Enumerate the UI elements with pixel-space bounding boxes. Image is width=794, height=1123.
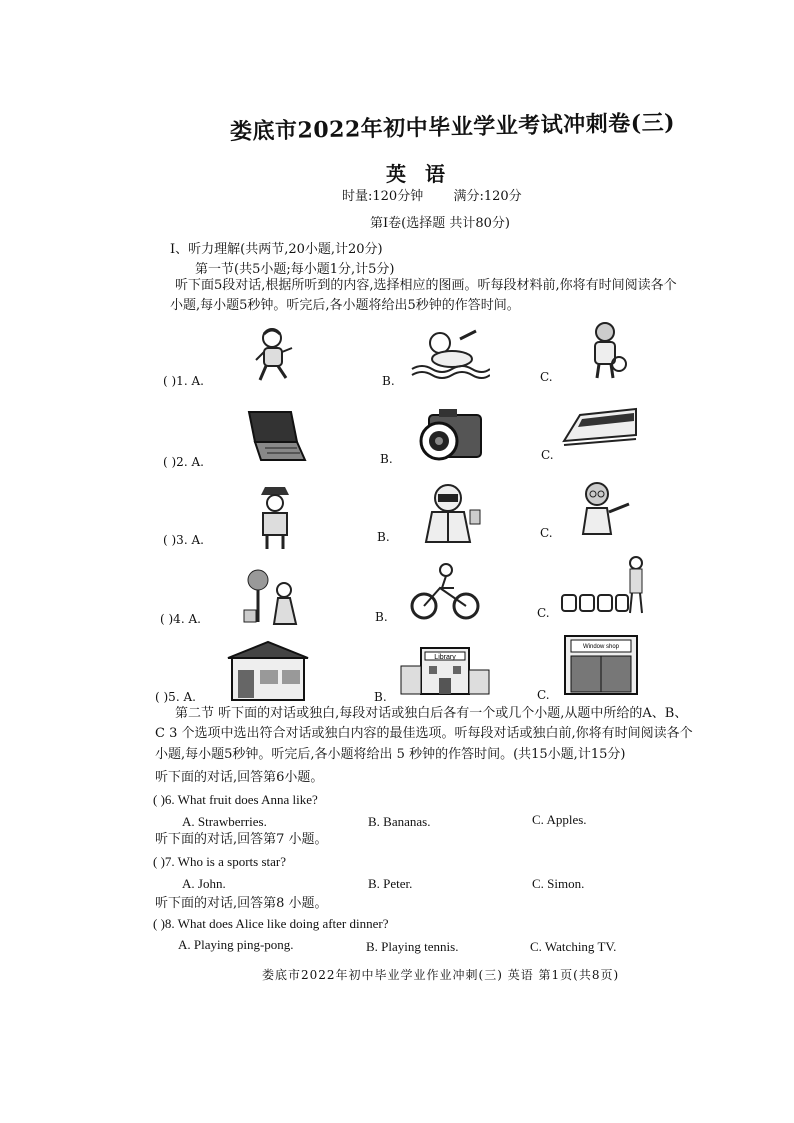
exam-title: 娄底市2022年初中毕业学业考试冲刺卷(三) xyxy=(229,109,676,145)
planting-tree-icon xyxy=(238,566,304,626)
q7-prompt: 听下面的对话,回答第7 小题。 xyxy=(155,832,328,847)
q8-option-a: A. Playing ping-pong. xyxy=(178,937,294,952)
question-2-label: ( )2. A. xyxy=(163,455,204,469)
shop-sign-text: Window shop xyxy=(582,644,620,650)
question-1-option-c: C. xyxy=(540,370,553,384)
q6-prompt: 听下面的对话,回答第6小题。 xyxy=(155,770,324,785)
q6-option-c: C. Apples. xyxy=(532,812,587,827)
q7-option-c: C. Simon. xyxy=(532,876,585,891)
q6-option-a: A. Strawberries. xyxy=(182,814,267,829)
boy-running-icon xyxy=(250,326,300,386)
q8-option-b: B. Playing tennis. xyxy=(366,939,459,954)
question-3-label: ( )3. A. xyxy=(163,533,204,547)
train-icon xyxy=(560,405,640,451)
score-label: 满分:120分 xyxy=(453,189,522,204)
q6-question: ( )6. What fruit does Anna like? xyxy=(153,792,318,807)
q7-option-b: B. Peter. xyxy=(368,876,413,891)
listening-heading: Ⅰ、听力理解(共两节,20小题,计20分) xyxy=(170,242,383,257)
teacher-icon xyxy=(575,478,635,540)
question-4-label: ( )4. A. xyxy=(160,612,201,626)
section1-subtitle: 第一节(共5小题;每小题1分,计5分) xyxy=(195,262,395,277)
part-label: 第Ⅰ卷(选择题 共计80分) xyxy=(370,216,510,231)
question-4-option-c: C. xyxy=(537,606,550,620)
q6-option-b: B. Bananas. xyxy=(368,814,431,829)
recycling-bins-icon xyxy=(560,555,652,617)
shop-building-icon xyxy=(226,640,310,702)
question-4-option-b: B. xyxy=(375,610,388,624)
section2-line3: 小题,每小题5秒钟。听完后,各小题将给出 5 秒钟的作答时间。(共15小题,计15分) xyxy=(155,747,626,762)
swimmer-icon xyxy=(410,325,490,381)
question-3-option-c: C. xyxy=(540,526,553,540)
time-label: 时量:120分钟 xyxy=(342,189,424,204)
question-2-option-b: B. xyxy=(380,452,393,466)
section1-instructions-line1: 听下面5段对话,根据所听到的内容,选择相应的图画。听每段材料前,你将有时间阅读各个 xyxy=(175,278,677,293)
section2-line2: C 3 个选项中选出符合对话或独白内容的最佳选项。听每段对话或独白前,你将有时间阅读各个 xyxy=(155,726,693,741)
q7-option-a: A. John. xyxy=(182,876,226,891)
question-2-option-c: C. xyxy=(541,448,554,462)
question-5-option-b: B. xyxy=(374,690,387,704)
subject-title: 英 语 xyxy=(386,162,451,186)
cyclist-icon xyxy=(410,562,480,622)
store-front-icon xyxy=(563,634,639,696)
q8-prompt: 听下面的对话,回答第8 小题。 xyxy=(155,896,328,911)
library-sign-text: Library xyxy=(434,654,456,661)
q7-question: ( )7. Who is a sports star? xyxy=(153,854,286,869)
time-score-line xyxy=(342,185,522,204)
camera-icon xyxy=(415,405,485,465)
boy-basketball-icon xyxy=(583,320,629,380)
page-footer: 娄底市2022年初中毕业学业作业冲刺(三) 英语 第1页(共8页) xyxy=(262,968,620,982)
section2-line1: 第二节 听下面的对话或独白,每段对话或独白后各有一个或几个小题,从题中所给的A、B、 xyxy=(175,706,688,721)
section1-instructions-line2: 小题,每小题5秒钟。听完后,各小题将给出5秒钟的作答时间。 xyxy=(170,298,520,313)
question-5-option-c: C. xyxy=(537,688,550,702)
question-3-option-b: B. xyxy=(377,530,390,544)
question-1-option-b: B. xyxy=(382,374,395,388)
q8-option-c: C. Watching TV. xyxy=(530,939,617,954)
doctor-protective-suit-icon xyxy=(418,482,484,544)
question-1-label: ( )1. A. xyxy=(163,374,204,388)
laptop-icon xyxy=(245,408,307,464)
library-building-icon xyxy=(397,640,493,696)
police-officer-icon xyxy=(255,485,295,551)
q8-question: ( )8. What does Alice like doing after dinner? xyxy=(153,916,389,931)
question-5-label: ( )5. A. xyxy=(155,690,196,704)
